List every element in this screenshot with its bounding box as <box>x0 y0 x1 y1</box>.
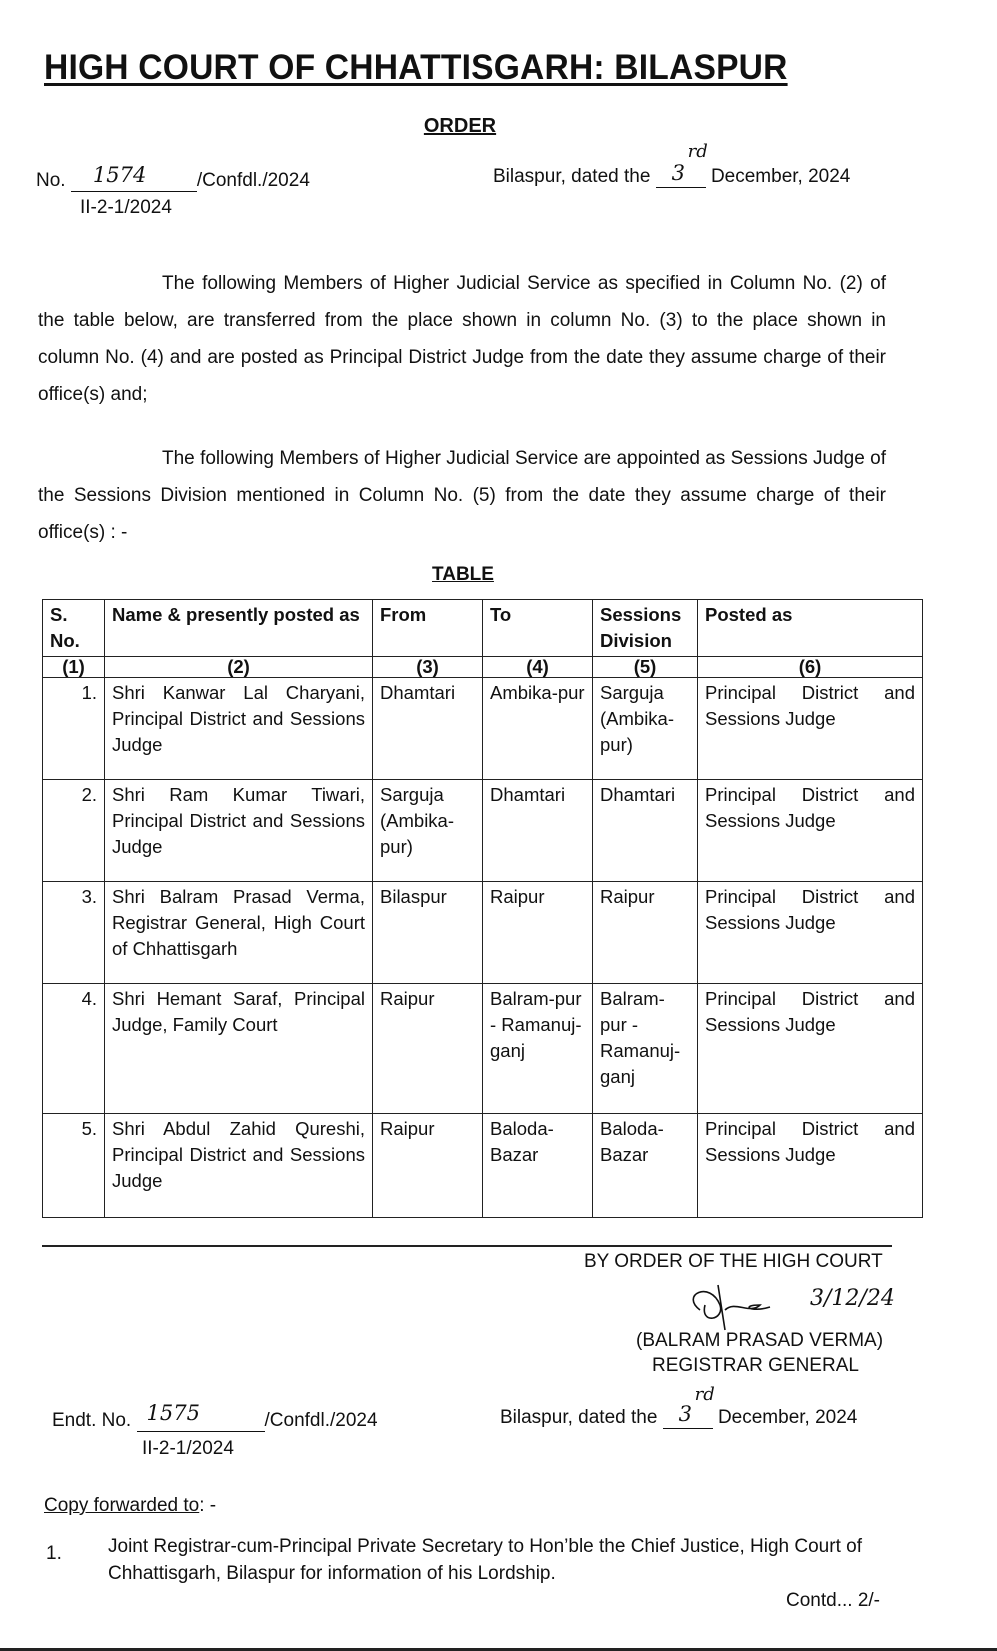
signature-scribble-icon <box>680 1275 920 1335</box>
cell-division: Dhamtari <box>593 780 698 882</box>
order-date-ordinal: rd <box>687 141 708 162</box>
header-posted-as: Posted as <box>698 600 923 657</box>
cell-name: Shri Ram Kumar Tiwari, Principal District and Sessions Judge <box>105 780 373 882</box>
endt-date-prefix: Bilaspur, dated the <box>500 1407 658 1428</box>
signatory-name: (BALRAM PRASAD VERMA) <box>636 1330 884 1351</box>
cell-to: Balram-pur - Ramanuj-ganj <box>483 984 593 1114</box>
cell-posted-as: Principal District and Sessions Judge <box>698 984 923 1114</box>
endt-no-label: Endt. No. <box>52 1410 132 1431</box>
cell-sno: 3. <box>43 882 105 984</box>
cell-division: Baloda-Bazar <box>593 1114 698 1218</box>
table-row <box>43 984 923 1114</box>
cell-from: Dhamtari <box>373 678 483 780</box>
table-row <box>43 882 923 984</box>
order-date-day: 3 <box>671 161 686 185</box>
cell-sno: 2. <box>43 780 105 882</box>
cell-name: Shri Kanwar Lal Charyani, Principal District and Sessions Judge <box>105 678 373 780</box>
cell-posted-as: Principal District and Sessions Judge <box>698 1114 923 1218</box>
cell-division: Sarguja (Ambika-pur) <box>593 678 698 780</box>
order-date-line <box>493 141 851 188</box>
copy-forwarded-heading: Copy forwarded to: - <box>44 1495 217 1516</box>
paragraph-transfer: The following Members of Higher Judicial Service as specified in Column No. (2) of the table below, are transferred from the place shown in column No. (3) to the place shown in column No. (4) and are posted as Principal District Judge from the date they assume charge of their office(s) and; <box>38 273 886 405</box>
order-no-handwritten: 1574 <box>92 163 147 187</box>
order-date-suffix: December, 2024 <box>710 166 851 187</box>
table-caption: TABLE <box>432 564 494 585</box>
endt-date-suffix: December, 2024 <box>717 1407 858 1428</box>
endt-no-handwritten: 1575 <box>146 1401 200 1425</box>
divider <box>42 1245 892 1247</box>
copy-item-text: Joint Registrar-cum-Principal Private Secretary to Hon’ble the Chief Justice, High Court of Chhattisgarh, Bilaspur for information of his Lordship. <box>108 1536 862 1584</box>
transfer-table <box>42 599 923 1218</box>
column-number: (3) <box>373 657 483 678</box>
cell-posted-as: Principal District and Sessions Judge <box>698 780 923 882</box>
cell-sno: 4. <box>43 984 105 1114</box>
cell-to: Raipur <box>483 882 593 984</box>
column-number: (6) <box>698 657 923 678</box>
cell-division: Raipur <box>593 882 698 984</box>
copy-item-number: 1. <box>46 1543 62 1564</box>
endorsement-number-line <box>52 1401 378 1432</box>
column-number: (2) <box>105 657 373 678</box>
endorsement-file-no: II-2-1/2024 <box>142 1438 234 1459</box>
column-number: (4) <box>483 657 593 678</box>
cell-from: Raipur <box>373 1114 483 1218</box>
endt-no-suffix: /Confdl./2024 <box>264 1410 378 1431</box>
table-row <box>43 1114 923 1218</box>
cell-from: Raipur <box>373 984 483 1114</box>
column-number: (1) <box>43 657 105 678</box>
header-sno: S. No. <box>43 600 105 657</box>
order-number-line <box>36 163 310 192</box>
cell-from: Bilaspur <box>373 882 483 984</box>
header-name: Name & presently posted as <box>105 600 373 657</box>
order-file-no: II-2-1/2024 <box>80 197 172 218</box>
copy-forwarded-label: Copy forwarded to <box>44 1495 200 1516</box>
cell-posted-as: Principal District and Sessions Judge <box>698 678 923 780</box>
signature-date: 3/12/24 <box>810 1286 895 1311</box>
order-date-blank <box>656 141 708 188</box>
continued-note: Contd... 2/- <box>786 1590 880 1611</box>
cell-to: Dhamtari <box>483 780 593 882</box>
table-row <box>43 780 923 882</box>
order-no-blank <box>71 163 197 192</box>
endt-date-day: 3 <box>678 1402 693 1426</box>
cell-sno: 5. <box>43 1114 105 1218</box>
column-number-row <box>43 657 923 678</box>
header-division: Sessions Division <box>593 600 698 657</box>
document-title: HIGH COURT OF CHHATTISGARH: BILASPUR <box>44 48 788 87</box>
endt-no-blank <box>137 1401 265 1432</box>
order-heading: ORDER <box>423 115 497 137</box>
by-order-text: BY ORDER OF THE HIGH COURT <box>584 1251 883 1272</box>
cell-sno: 1. <box>43 678 105 780</box>
column-number: (5) <box>593 657 698 678</box>
paragraph-appointment: The following Members of Higher Judicial Service are appointed as Sessions Judge of the Sessions Division mentioned in Column No. (5) from the date they assume charge of their office(s) : - <box>38 448 886 543</box>
cell-division: Balram-pur - Ramanuj-ganj <box>593 984 698 1114</box>
order-date-prefix: Bilaspur, dated the <box>493 166 651 187</box>
cell-posted-as: Principal District and Sessions Judge <box>698 882 923 984</box>
table-header-row <box>43 600 923 657</box>
signatory-designation: REGISTRAR GENERAL <box>652 1355 859 1376</box>
header-from: From <box>373 600 483 657</box>
table-row <box>43 678 923 780</box>
header-to: To <box>483 600 593 657</box>
cell-name: Shri Balram Prasad Verma, Registrar General, High Court of Chhattisgarh <box>105 882 373 984</box>
cell-from: Sarguja (Ambika-pur) <box>373 780 483 882</box>
order-no-label: No. <box>36 170 66 191</box>
cell-name: Shri Abdul Zahid Qureshi, Principal District and Sessions Judge <box>105 1114 373 1218</box>
cell-to: Baloda-Bazar <box>483 1114 593 1218</box>
endorsement-date-line <box>500 1384 858 1429</box>
order-no-suffix: /Confdl./2024 <box>196 170 310 191</box>
cell-to: Ambika-pur <box>483 678 593 780</box>
endt-date-ordinal: rd <box>694 1384 715 1405</box>
cell-name: Shri Hemant Saraf, Principal Judge, Family Court <box>105 984 373 1114</box>
endt-date-blank <box>663 1384 715 1429</box>
